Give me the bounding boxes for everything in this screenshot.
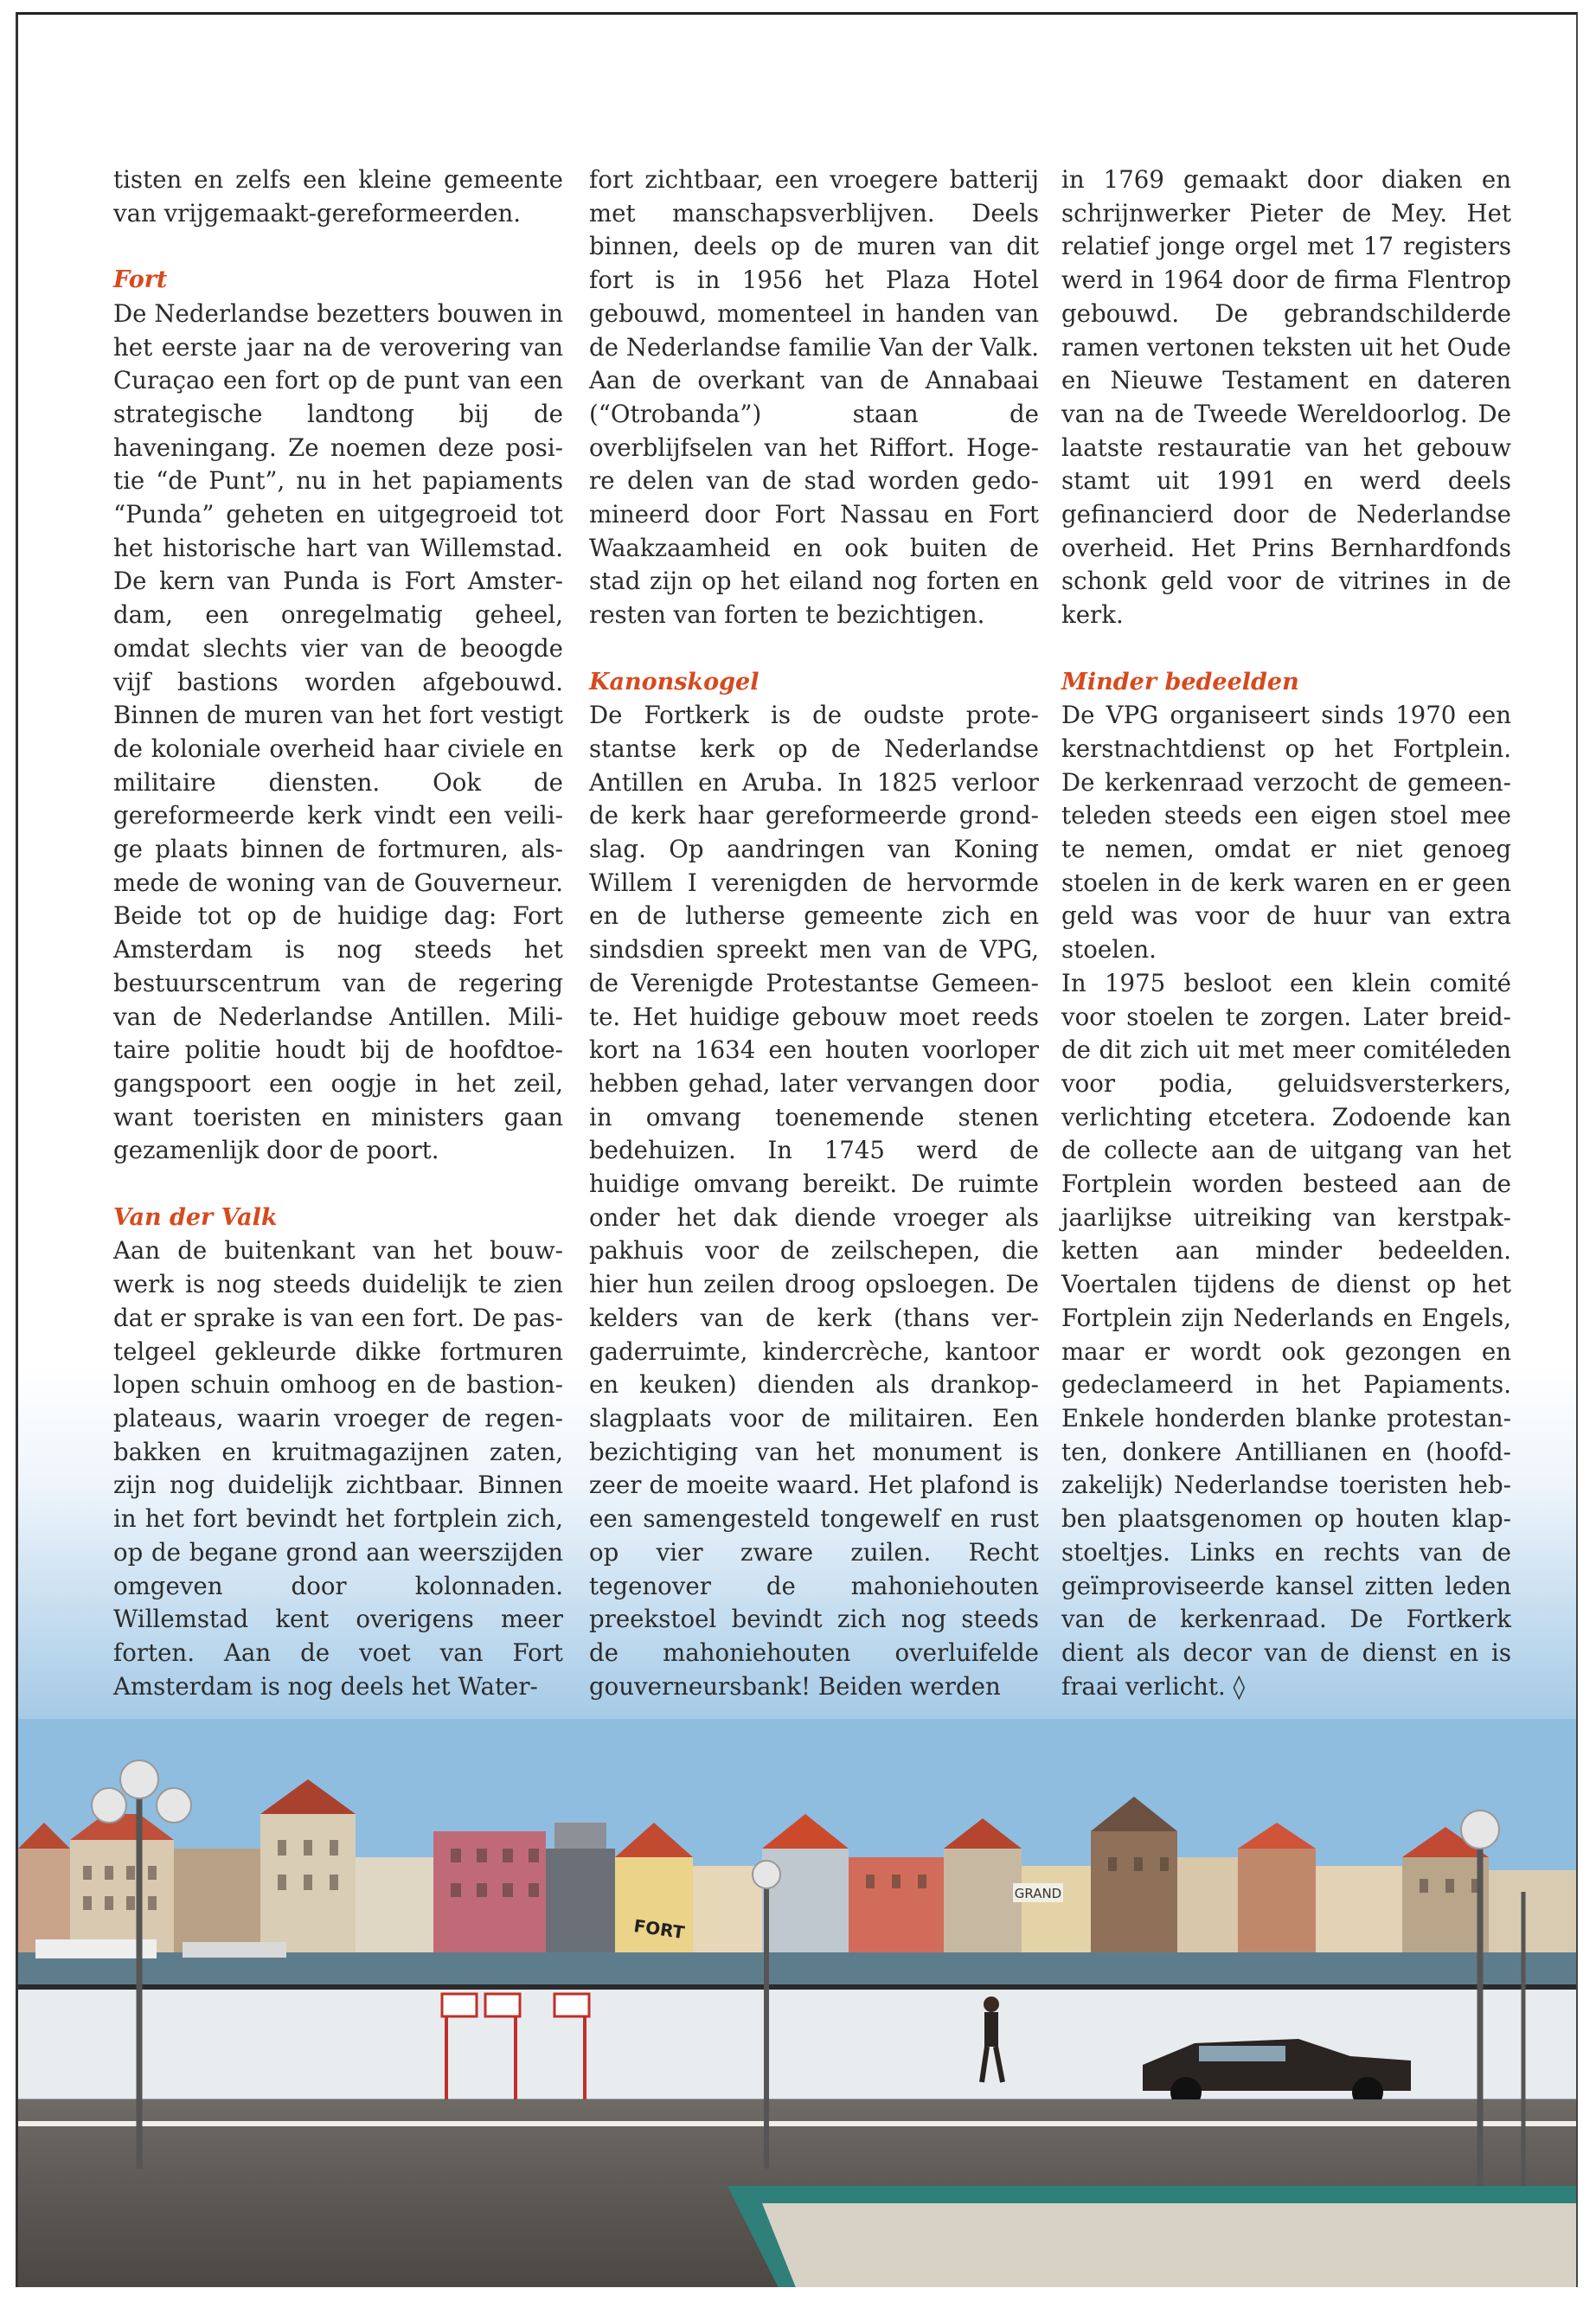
- magazine-page: [16, 12, 1578, 2287]
- section-heading-minder-bedeelden: Minder bedeelden: [1061, 668, 1299, 695]
- paragraph: Aan de buitenkant van het bouwwerk is nog steeds duidelijk te zien dat er sprake is van een fort. De pastelgeel gekleurde dikke fortmuren lopen schuin omhoog en de bastionplateaus, waarin vroeger de regenbakken en kruitmagazijnen zaten, zijn nog duidelijk zichtbaar. Binnen in het fort bevindt het fortplein zich, op de begane grond aan weerszijden omgeven door kolonnaden. Willemstad kent overigens meer forten. Aan de voet van Fort Amsterdam is nog deels het Water-: [113, 1236, 563, 1701]
- article-columns: [98, 163, 1511, 1738]
- paragraph: De Nederlandse bezetters bouwen in het eerste jaar na de verovering van Curaçao een fort op de punt van een strategische landtong bij de haveningang. Ze noemen deze positie “de Punt”, nu in het papiaments “Punda” geheten en uitgegroeid tot het historische hart van Willemstad. De kern van Punda is Fort Amsterdam, een onregelmatig geheel, omdat slechts vier van de beoogde vijf bastions worden afgebouwd. Binnen de muren van het fort vestigt de koloniale overheid haar civiele en militaire diensten. Ook de gereformeerde kerk vindt een veilige plaats binnen de fortmuren, alsmede de woning van de Gouverneur. Beide tot op de huidige dag: Fort Amsterdam is nog steeds het bestuurscentrum van de regering van de Nederlandse Antillen. Militaire politie houdt bij de hoofdtoegangspoort een oogje in het zeil, want toeristen en ministers gaan gezamenlijk door de poort.: [113, 298, 563, 1165]
- section-heading-kanonskogel: Kanonskogel: [589, 668, 760, 695]
- column-3: [1061, 163, 1511, 1703]
- fort-sign-text: FORT: [632, 1915, 686, 1944]
- paragraph: De Fortkerk is de oudste protestantse kerk op de Nederlandse Antillen en Aruba. In 1825 verloor de kerk haar gereformeerde grondslag. Op aandringen van Koning Willem I verenigden de hervormde en de lutherse gemeente zich en sindsdien spreekt men van de VPG, de Verenigde Protestantse Gemeente. Het huidige gebouw moet reeds kort na 1634 een houten voorloper hebben gehad, later vervangen door in omvang toenemende stenen bedehuizen. In 1745 werd de huidige omvang bereikt. De ruimte onder het dak diende vroeger als pakhuis voor de zeilschepen, die hier hun zeilen droog opsloegen. De kelders van de kerk (thans vergaderruimte, kindercrèche, kantoor en keuken) dienden als drankopslagplaats voor de militairen. Een bezichtiging van het monument is zeer de moeite waard. Het plafond is een samengesteld tongewelf en rust op vier zware zuilen. Recht tegenover de mahoniehouten preekstoel bevindt zich nog steeds de mahoniehouten overluifelde gouverneursbank! Beiden werden: [589, 701, 1039, 1701]
- paragraph: in 1769 gemaakt door diaken en schrijnwerker Pieter de Mey. Het relatief jonge orgel met 17 registers werd in 1964 door de firma Flentrop gebouwd. De gebrandschilderde ramen vertonen teksten uit het Oude en Nieuwe Testament en dateren van na de Tweede Wereldoorlog. De laatste restauratie van het gebouw stamt uit 1991 en werd deels gefinancierd door de Nederlandse overheid. Het Prins Bernhardfonds schonk geld voor de vitrines in de kerk.: [1061, 165, 1511, 630]
- paragraph: fort zichtbaar, een vroegere batterij met manschapsverblijven. Deels binnen, deels op de muren van dit fort is in 1956 het Plaza Hotel gebouwd, momenteel in handen van de Nederlandse familie Van der Valk. Aan de overkant van de Annabaai (“Otrobanda”) staan de overblijfselen van het Riffort. Hogere delen van de stad worden gedomineerd door Fort Nassau en Fort Waakzaamheid en ook buiten de stad zijn op het eiland nog forten en resten van forten te bezichtigen.: [589, 165, 1039, 630]
- boat: [183, 1942, 286, 1958]
- section-heading-fort: Fort: [113, 266, 168, 294]
- paragraph: De VPG organiseert sinds 1970 een kerstnachtdienst op het Fortplein. De kerkenraad verzocht de gemeenteleden steeds een eigen stoel mee te nemen, omdat er niet genoeg stoelen in de kerk waren en er geen geld was voor de huur van extra stoelen.: [1061, 701, 1511, 965]
- section-heading-van-der-valk: Van der Valk: [113, 1203, 278, 1231]
- paragraph: In 1975 besloot een klein comité voor stoelen te zorgen. Later breidde dit zich uit met meer comitéleden voor podia, geluidsversterkers, verlichting etcetera. Zodoende kan de collecte aan de uitgang van het Fortplein worden besteed aan de jaarlijkse uitreiking van kerstpakketten aan minder bedeelden. Voertalen tijdens de dienst op het Fortplein zijn Nederlands en Engels, maar er wordt ook gezongen en gedeclameerd in het Papiaments. Enkele honderden blanke protestanten, donkere Antillianen en (hoofdzakelijk) Nederlandse toeristen hebben plaatsgenomen op houten klapstoeltjes. Links en rechts van de geïmproviseerde kansel zitten leden van de kerkenraad. De Fortkerk dient als decor van de dienst en is fraai verlicht. ◊: [1061, 968, 1511, 1701]
- column-1: [113, 163, 563, 1703]
- willemstad-waterfront-photo: [18, 1719, 1578, 2287]
- waterfront-illustration: [18, 1719, 1578, 2287]
- grand-sign-text: GRAND: [1014, 1886, 1062, 1901]
- column-2: [589, 163, 1039, 1703]
- paragraph: tisten en zelfs een kleine gemeente van vrijgemaakt-gereformeerden.: [113, 165, 563, 228]
